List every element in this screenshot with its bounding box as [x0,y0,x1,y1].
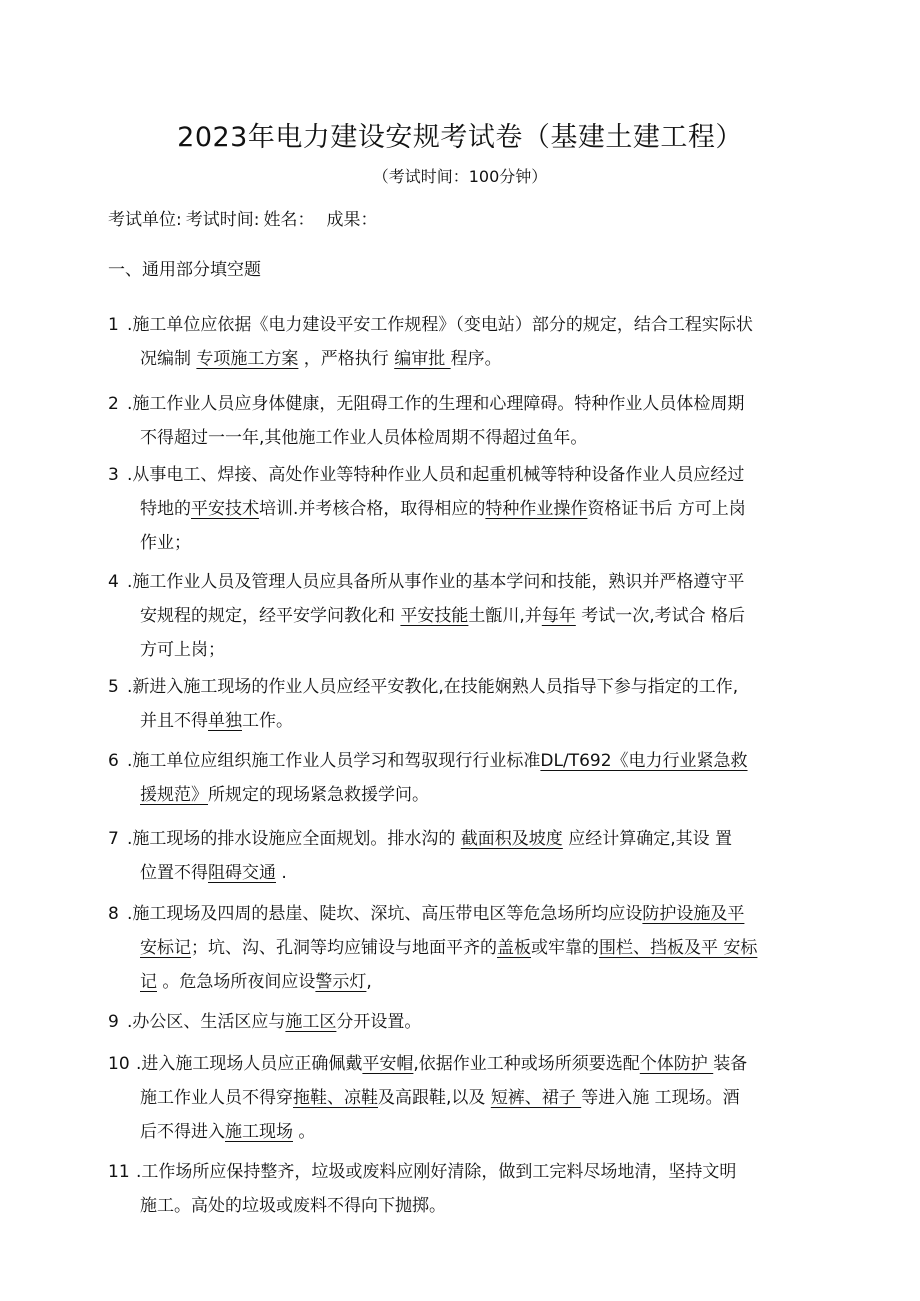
question-text: .从事电工、焊接、高处作业等特种作业人员和起重机械等特种设备作业人员应经过 [127,465,745,485]
page-title: 2023年电力建设安规考试卷（基建土建工程） [177,122,743,153]
question-line [108,822,820,856]
question-line [108,1189,820,1223]
question-text: 资格证书后 方可上岗 [587,499,746,519]
info-score: 成果： [326,210,378,230]
question-text: 施工。高处的垃圾或废料不得向下抛掷。 [140,1196,446,1216]
answer-blank: 单独 [208,711,242,731]
question-text: 并且不得 [140,711,208,731]
answer-blank: 短裤、裙子 [490,1088,582,1108]
exam-info-line [108,205,377,235]
question-text: 不得超过一一年,其他施工作业人员体检周期不得超过鱼年。 [140,428,588,448]
question-text: 作业； [140,533,191,553]
answer-blank: 平安技术 [191,499,259,519]
question-line [108,1005,820,1039]
question-line [108,1047,820,1081]
question-line [108,1115,820,1149]
answer-blank: 拖鞋、凉鞋 [293,1088,378,1108]
section-heading: 一、通用部分填空题 [108,260,261,280]
question-text: ,依据作业工种或场所须要选配 [413,1054,640,1074]
question-line [108,931,820,965]
question-number: 11 [108,1162,130,1182]
question-line [108,965,820,999]
answer-blank: 编审批 [394,349,451,369]
question-item [108,565,820,667]
question-line [108,856,820,890]
question-item [108,897,820,999]
question-number: 6 [108,751,119,771]
answer-blank: 特种作业操作 [485,499,588,519]
answer-blank: 围栏、挡板及平 安标 [599,938,758,958]
info-name: 姓名： [263,210,315,230]
question-text: .施工现场的排水设施应全面规划。排水沟的 [127,829,461,849]
question-number: 1 [108,315,119,335]
answer-blank: 记 [140,972,157,992]
question-item [108,1047,820,1149]
question-text: 。危急场所夜间应设 [157,972,316,992]
question-text: 装备 [713,1054,748,1074]
info-time: 考试时间: [185,210,260,230]
question-item [108,1155,820,1223]
question-item [108,744,820,812]
answer-blank: 阻碍交通 [208,863,276,883]
question-number: 3 [108,465,119,485]
question-number: 4 [108,572,119,592]
answer-blank: 盖板 [497,938,531,958]
question-number: 9 [108,1012,119,1032]
question-line [108,565,820,599]
question-text: .新进入施工现场的作业人员应经平安教化,在技能娴熟人员指导下参与指定的工作, [127,677,739,697]
question-text: , [366,972,372,992]
answer-blank: 施工区 [285,1012,337,1032]
question-text: 施工作业人员不得穿 [140,1088,293,1108]
question-line [108,897,820,931]
question-text: 安规程的规定，经平安学问教化和 [140,606,401,626]
info-unit: 考试单位: [108,210,182,230]
question-item [108,1005,820,1039]
question-text: .施工单位应依据《电力建设平安工作规程》（变电站）部分的规定，结合工程实际状 [127,315,753,335]
question-item [108,308,820,376]
question-line [108,599,820,633]
question-text: 等进入施 工现场。酒 [581,1088,740,1108]
question-item [108,458,820,560]
answer-blank: 援规范》 [140,785,208,805]
answer-blank: 平安帽 [362,1054,414,1074]
question-line [108,526,820,560]
question-line [108,778,820,812]
answer-blank: 平安技能 [400,606,469,626]
question-text: 程序。 [450,349,502,369]
question-line [108,492,820,526]
question-item [108,822,820,890]
question-text: 应经计算确定,其设 置 [562,829,733,849]
question-text: 土甑川,并 [468,606,542,626]
question-number: 8 [108,904,119,924]
question-item [108,387,820,455]
question-text: .进入施工现场人员应正确佩戴 [136,1054,363,1074]
question-text: 所规定的现场紧急救援学问。 [208,785,429,805]
question-text: 或牢靠的 [531,938,599,958]
answer-blank: 施工现场 [225,1122,293,1142]
question-line [108,744,820,778]
question-text: 后不得进入 [140,1122,225,1142]
question-text: 位置不得 [140,863,208,883]
question-text: ；坑、沟、孔洞等均应铺设与地面平齐的 [191,938,497,958]
answer-blank: 防护设施及平 [642,904,745,924]
question-item [108,670,820,738]
question-number: 5 [108,677,119,697]
answer-blank: 个体防护 [639,1054,714,1074]
question-text: 分开设置。 [336,1012,422,1032]
question-text: 工作。 [242,711,293,731]
question-text: 特地的 [140,499,191,519]
answer-blank: 安标记 [140,938,191,958]
question-line [108,342,820,376]
question-text: .办公区、生活区应与 [127,1012,286,1032]
exam-duration: （考试时间：100分钟） [372,167,548,186]
question-text: 方可上岗； [140,640,225,660]
question-text: 况编制 [140,349,197,369]
question-text: .施工作业人员及管理人员应具备所从事作业的基本学问和技能，熟识并严格遵守平 [127,572,745,592]
question-number: 2 [108,394,119,414]
question-text: 。 [293,1122,316,1142]
question-line [108,1081,820,1115]
question-line [108,421,820,455]
question-text: ，严格执行 [298,349,395,369]
question-text: .施工现场及四周的悬崖、陡坎、深坑、高压带电区等危急场所均应设 [127,904,643,924]
question-line [108,670,820,704]
answer-blank: 专项施工方案 [196,349,299,369]
question-text: . [276,863,287,883]
question-text: 考试一次,考试合 格后 [575,606,746,626]
question-line [108,1155,820,1189]
answer-blank: 每年 [541,606,576,626]
question-text: 培训.并考核合格，取得相应的 [259,499,486,519]
question-number: 7 [108,829,119,849]
answer-blank: 警示灯 [315,972,367,992]
question-line [108,387,820,421]
question-line [108,458,820,492]
question-line [108,633,820,667]
answer-blank: DL/T692《电力行业紧急救 [540,751,748,771]
question-line [108,308,820,342]
answer-blank: 截面积及坡度 [460,829,563,849]
question-text: 及高跟鞋,以及 [378,1088,491,1108]
question-text: .工作场所应保持整齐，垃圾或废料应刚好清除，做到工完料尽场地清，坚持文明 [136,1162,737,1182]
question-text: .施工作业人员应身体健康，无阻碍工作的生理和心理障碍。特种作业人员体检周期 [127,394,745,414]
question-number: 10 [108,1054,130,1074]
question-line [108,704,820,738]
question-text: .施工单位应组织施工作业人员学习和驾驭现行行业标准 [127,751,541,771]
